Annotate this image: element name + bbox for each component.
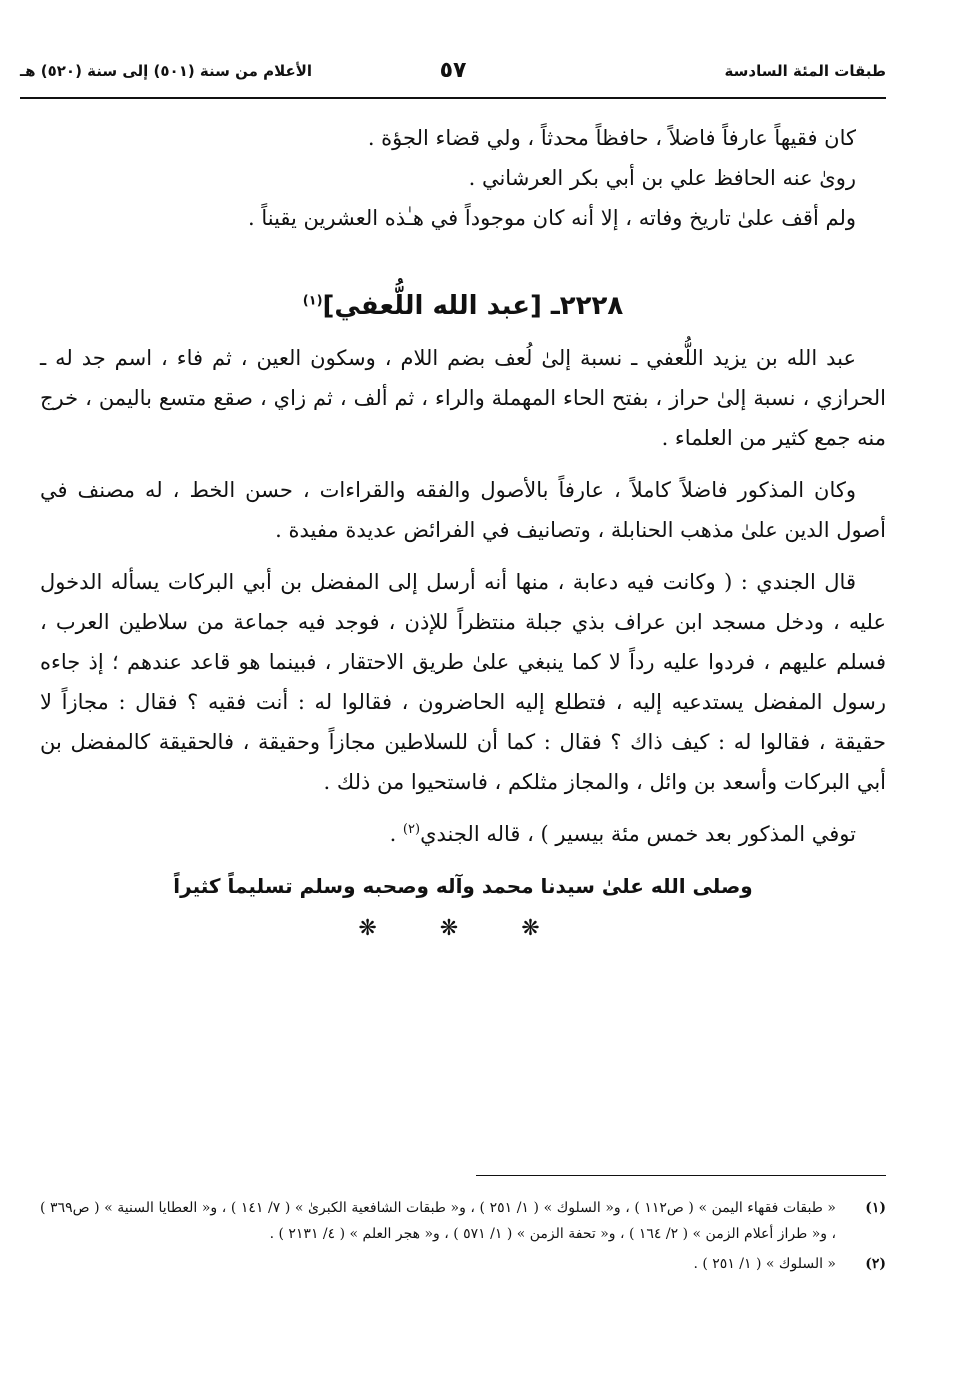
closing-benediction: وصلى الله علىٰ سيدنا محمد وآله وصحبه وسلم تسليماً كثيراً xyxy=(173,874,753,898)
section-divider-stars: ❋ ❋ ❋ xyxy=(358,916,568,941)
footnote-marker: (١) xyxy=(302,293,323,309)
entry-title-text: ٢٢٢٨ـ [عبد الله اللُّعفي] xyxy=(322,291,624,321)
header-rule xyxy=(20,97,886,99)
page-number: ٥٧ xyxy=(439,58,467,83)
intro-line: كان فقيهاً عارفاً فاضلاً ، حافظاً محدثاً ، ولي قضاء الجؤة . xyxy=(367,126,856,150)
footnote-text: « طبقات فقهاء اليمن » ( ص١١٢ ) ، و« السلوك » ( ١/ ٢٥١ ) ، و« طبقات الشافعية الكبرىٰ » ( ٧/ ١٤١ ) ، و« العطايا السنية » ( ص٣٦٩ ) ، و« طراز أعلام الزمن » ( ٢/ ١٦٤ ) ، و« تحفة الزمن » ( ١/ ٥٧١ ) ، و« هجر العلم » ( ٤/ ٢١٣١ ) . xyxy=(40,1200,836,1242)
intro-line: ولم أقف علىٰ تاريخ وفاته ، إلا أنه كان موجوداً في هـٰذه العشرين يقيناً . xyxy=(247,206,856,230)
footnotes xyxy=(40,1195,886,1281)
header-section-title: طبقات المئة السادسة xyxy=(724,62,886,80)
footnote-rule xyxy=(476,1175,886,1176)
footnote-number: (١) xyxy=(865,1200,886,1216)
paragraph xyxy=(40,814,886,854)
paragraph: عبد الله بن يزيد اللُّعفي ـ نسبة إلىٰ لُعف بضم اللام ، وسكون العين ، ثم فاء ، اسم جد له ـ الحرازي ، نسبة إلىٰ حراز ، بفتح الحاء المهملة والراء ، ثم ألف ، ثم زاي ، صقع متسع باليمن ، خرج منه جمع كثير من العلماء . xyxy=(40,346,886,450)
main-text xyxy=(40,118,886,944)
running-header xyxy=(20,58,886,98)
footnote-number: (٢) xyxy=(865,1256,886,1272)
paragraph: قال الجندي : ( وكانت فيه دعابة ، منها أنه أرسل إلى المفضل بن أبي البركات يسأله الدخول عليه ، ودخل مسجد ابن عراف بذي جبلة منتظراً للإذن ، فوجد فيه جماعة من سلاطين العرب ، فسلم عليهم ، فردوا عليه رداً لا كما ينبغي علىٰ طريق الاحتقار ، فبينما هو قاعد عندهم ؛ إذ جاءه رسول المفضل يستدعيه إليه ، فتطلع إليه الحاضرون ، فقالوا له : أنت فقيه ؟ فقال : مجازاً لا حقيقة ، فقالوا له : كيف ذاك ؟ فقال : كما أن للسلاطين مجازاً وحقيقة ، فالحقيقة كالمفضل بن أبي البركات وأسعد بن وائل ، والمجاز مثلكم ، فاستحيوا من ذلك . xyxy=(40,570,886,794)
intro-line: روىٰ عنه الحافظ علي بن أبي بكر العرشاني . xyxy=(468,166,856,190)
footnote-marker: (٢) xyxy=(402,822,421,837)
footnote xyxy=(40,1195,886,1247)
entry-heading xyxy=(40,284,886,328)
footnote-text: « السلوك » ( ١/ ٢٥١ ) . xyxy=(693,1256,836,1272)
paragraph-end: . xyxy=(389,822,403,846)
footnote xyxy=(40,1251,886,1277)
paragraph: وكان المذكور فاضلاً كاملاً ، عارفاً بالأصول والفقه والقراءات ، حسن الخط ، له مصنف في أصول الدين علىٰ مذهب الحنابلة ، وتصانيف في الفرائض عديدة مفيدة . xyxy=(40,478,886,542)
paragraph-text: توفي المذكور بعد خمس مئة بيسير ) ، قاله الجندي xyxy=(420,822,856,846)
header-year-range: الأعلام من سنة (٥٠١) إلى سنة (٥٢٠) هـ xyxy=(20,62,313,80)
